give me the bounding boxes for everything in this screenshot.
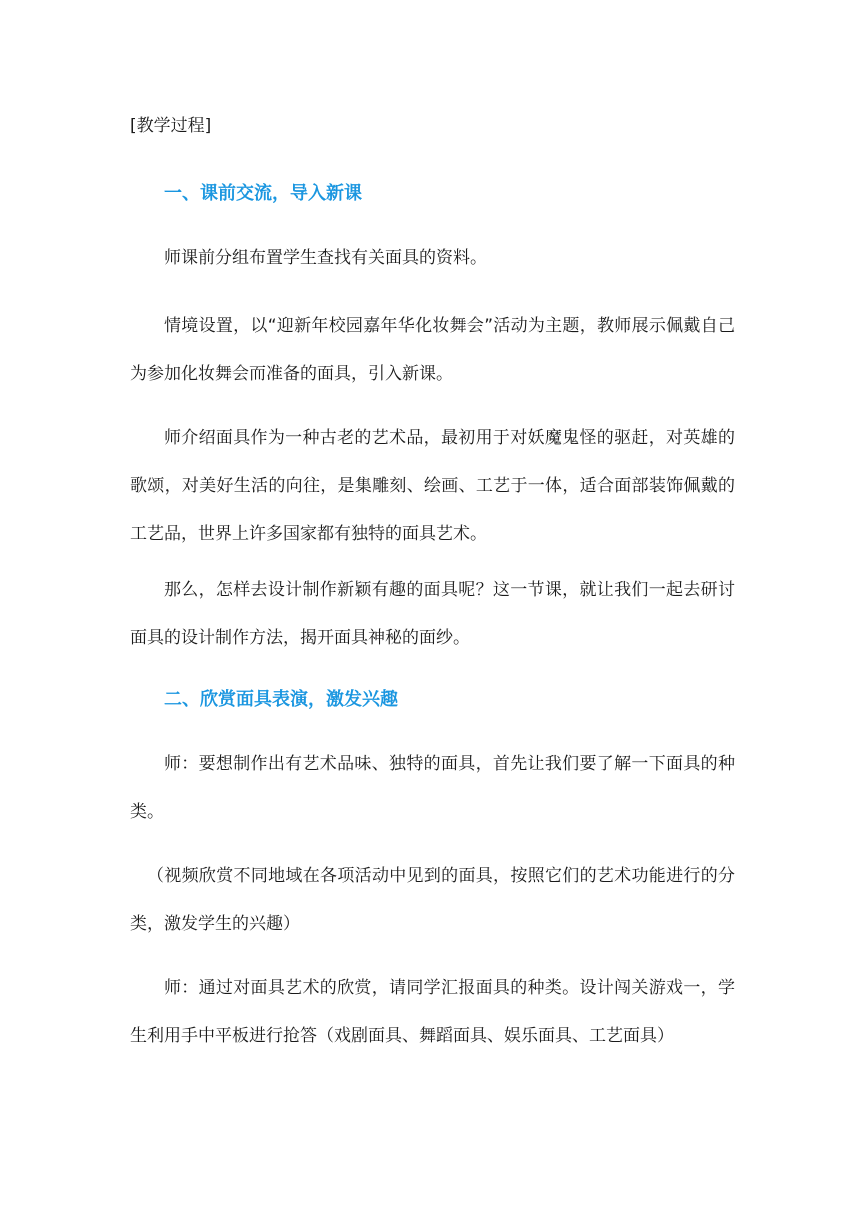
paragraph: （视频欣赏不同地域在各项活动中见到的面具，按照它们的艺术功能进行的分类，激发学生的兴趣） [130, 866, 735, 934]
paragraph: 那么，怎样去设计制作新颖有趣的面具呢？这一节课，就让我们一起去研讨面具的设计制作方法，揭开面具神秘的面纱。 [130, 580, 735, 648]
paragraph: 师：要想制作出有艺术品味、独特的面具，首先让我们要了解一下面具的种类。 [130, 754, 735, 822]
paragraph: 师课前分组布置学生查找有关面具的资料。 [164, 248, 487, 268]
section-label: [教学过程] [130, 116, 212, 136]
paragraph: 师：通过对面具艺术的欣赏，请同学汇报面具的种类。设计闯关游戏一，学生利用手中平板进行抢答（戏剧面具、舞蹈面具、娱乐面具、工艺面具） [130, 978, 735, 1046]
paragraph: 师介绍面具作为一种古老的艺术品，最初用于对妖魔鬼怪的驱赶，对英雄的歌颂，对美好生活的向往，是集雕刻、绘画、工艺于一体，适合面部装饰佩戴的工艺品，世界上许多国家都有独特的面具艺术。 [130, 428, 735, 544]
section-heading-1: 一、课前交流，导入新课 [164, 183, 362, 204]
paragraph: 情境设置，以“迎新年校园嘉年华化妆舞会”活动为主题，教师展示佩戴自己为参加化妆舞会而准备的面具，引入新课。 [130, 316, 735, 384]
section-heading-2: 二、欣赏面具表演，激发兴趣 [164, 689, 398, 710]
